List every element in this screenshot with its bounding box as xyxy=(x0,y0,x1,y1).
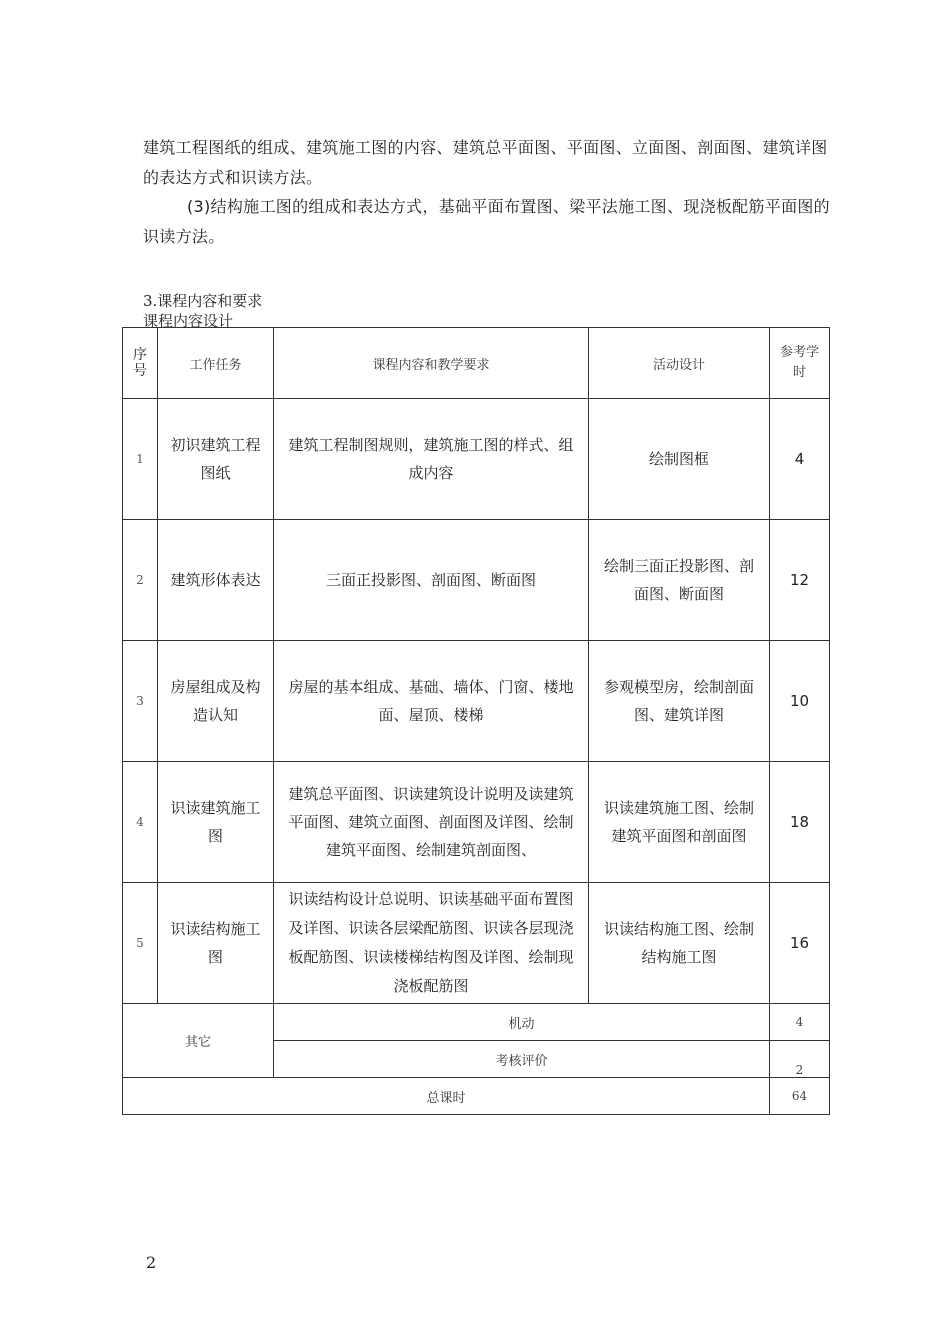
other-row-flex xyxy=(123,1004,830,1041)
total-hours: 64 xyxy=(770,1078,830,1115)
row-activity: 绘制三面正投影图、剖面图、断面图 xyxy=(589,520,770,641)
row-hours: 18 xyxy=(770,762,830,883)
row-no: 3 xyxy=(123,641,158,762)
row-activity: 识读结构施工图、绘制结构施工图 xyxy=(589,883,770,1004)
table-header-row xyxy=(123,328,830,399)
row-content: 建筑工程制图规则，建筑施工图的样式、组成内容 xyxy=(274,399,589,520)
row-no: 5 xyxy=(123,883,158,1004)
row-hours: 10 xyxy=(770,641,830,762)
header-content: 课程内容和教学要求 xyxy=(274,328,589,399)
row-activity: 参观模型房，绘制剖面图、建筑详图 xyxy=(589,641,770,762)
row-content: 三面正投影图、剖面图、断面图 xyxy=(274,520,589,641)
header-no: 序号 xyxy=(123,328,158,399)
row-activity: 识读建筑施工图、绘制建筑平面图和剖面图 xyxy=(589,762,770,883)
other-item-name: 考核评价 xyxy=(274,1041,770,1078)
row-hours: 16 xyxy=(770,883,830,1004)
total-label: 总课时 xyxy=(123,1078,770,1115)
other-item-hours: 4 xyxy=(770,1004,830,1041)
paragraph-structural-text: (3)结构施工图的组成和表达方式，基础平面布置图、梁平法施工图、现浇板配筋平面图的识读方法。 xyxy=(143,197,830,246)
table-row xyxy=(123,883,830,1004)
course-content-table xyxy=(122,327,830,1115)
page-number: 2 xyxy=(146,1253,157,1272)
table-row xyxy=(123,762,830,883)
row-task: 识读建筑施工图 xyxy=(158,762,274,883)
paragraph-architectural-drawings: 建筑工程图纸的组成、建筑施工图的内容、建筑总平面图、平面图、立面图、剖面图、建筑详图的表达方式和识读方法。 xyxy=(143,138,828,187)
other-item-name: 机动 xyxy=(274,1004,770,1041)
other-label: 其它 xyxy=(123,1004,274,1078)
row-task: 初识建筑工程图纸 xyxy=(158,399,274,520)
header-hours: 参考学时 xyxy=(770,328,830,399)
row-content: 建筑总平面图、识读建筑设计说明及读建筑平面图、建筑立面图、剖面图及详图、绘制建筑平面图、绘制建筑剖面图、 xyxy=(274,762,589,883)
row-hours: 4 xyxy=(770,399,830,520)
paragraph-structural-drawings xyxy=(143,192,833,252)
row-task: 建筑形体表达 xyxy=(158,520,274,641)
header-task: 工作任务 xyxy=(158,328,274,399)
row-hours: 12 xyxy=(770,520,830,641)
row-content: 房屋的基本组成、基础、墙体、门窗、楼地面、屋顶、楼梯 xyxy=(274,641,589,762)
row-task: 房屋组成及构造认知 xyxy=(158,641,274,762)
row-task: 识读结构施工图 xyxy=(158,883,274,1004)
other-item-hours: 2 xyxy=(770,1041,830,1078)
row-content: 识读结构设计总说明、识读基础平面布置图及详图、识读各层梁配筋图、识读各层现浇板配筋图、识读楼梯结构图及详图、绘制现浇板配筋图 xyxy=(274,883,589,1004)
row-no: 1 xyxy=(123,399,158,520)
row-no: 4 xyxy=(123,762,158,883)
section-title: 3.课程内容和要求 xyxy=(143,292,263,310)
table-row xyxy=(123,399,830,520)
table-row xyxy=(123,520,830,641)
table-caption: 课程内容设计 xyxy=(143,312,234,330)
total-row xyxy=(123,1078,830,1115)
row-no: 2 xyxy=(123,520,158,641)
header-activity: 活动设计 xyxy=(589,328,770,399)
row-activity: 绘制图框 xyxy=(589,399,770,520)
table-row xyxy=(123,641,830,762)
